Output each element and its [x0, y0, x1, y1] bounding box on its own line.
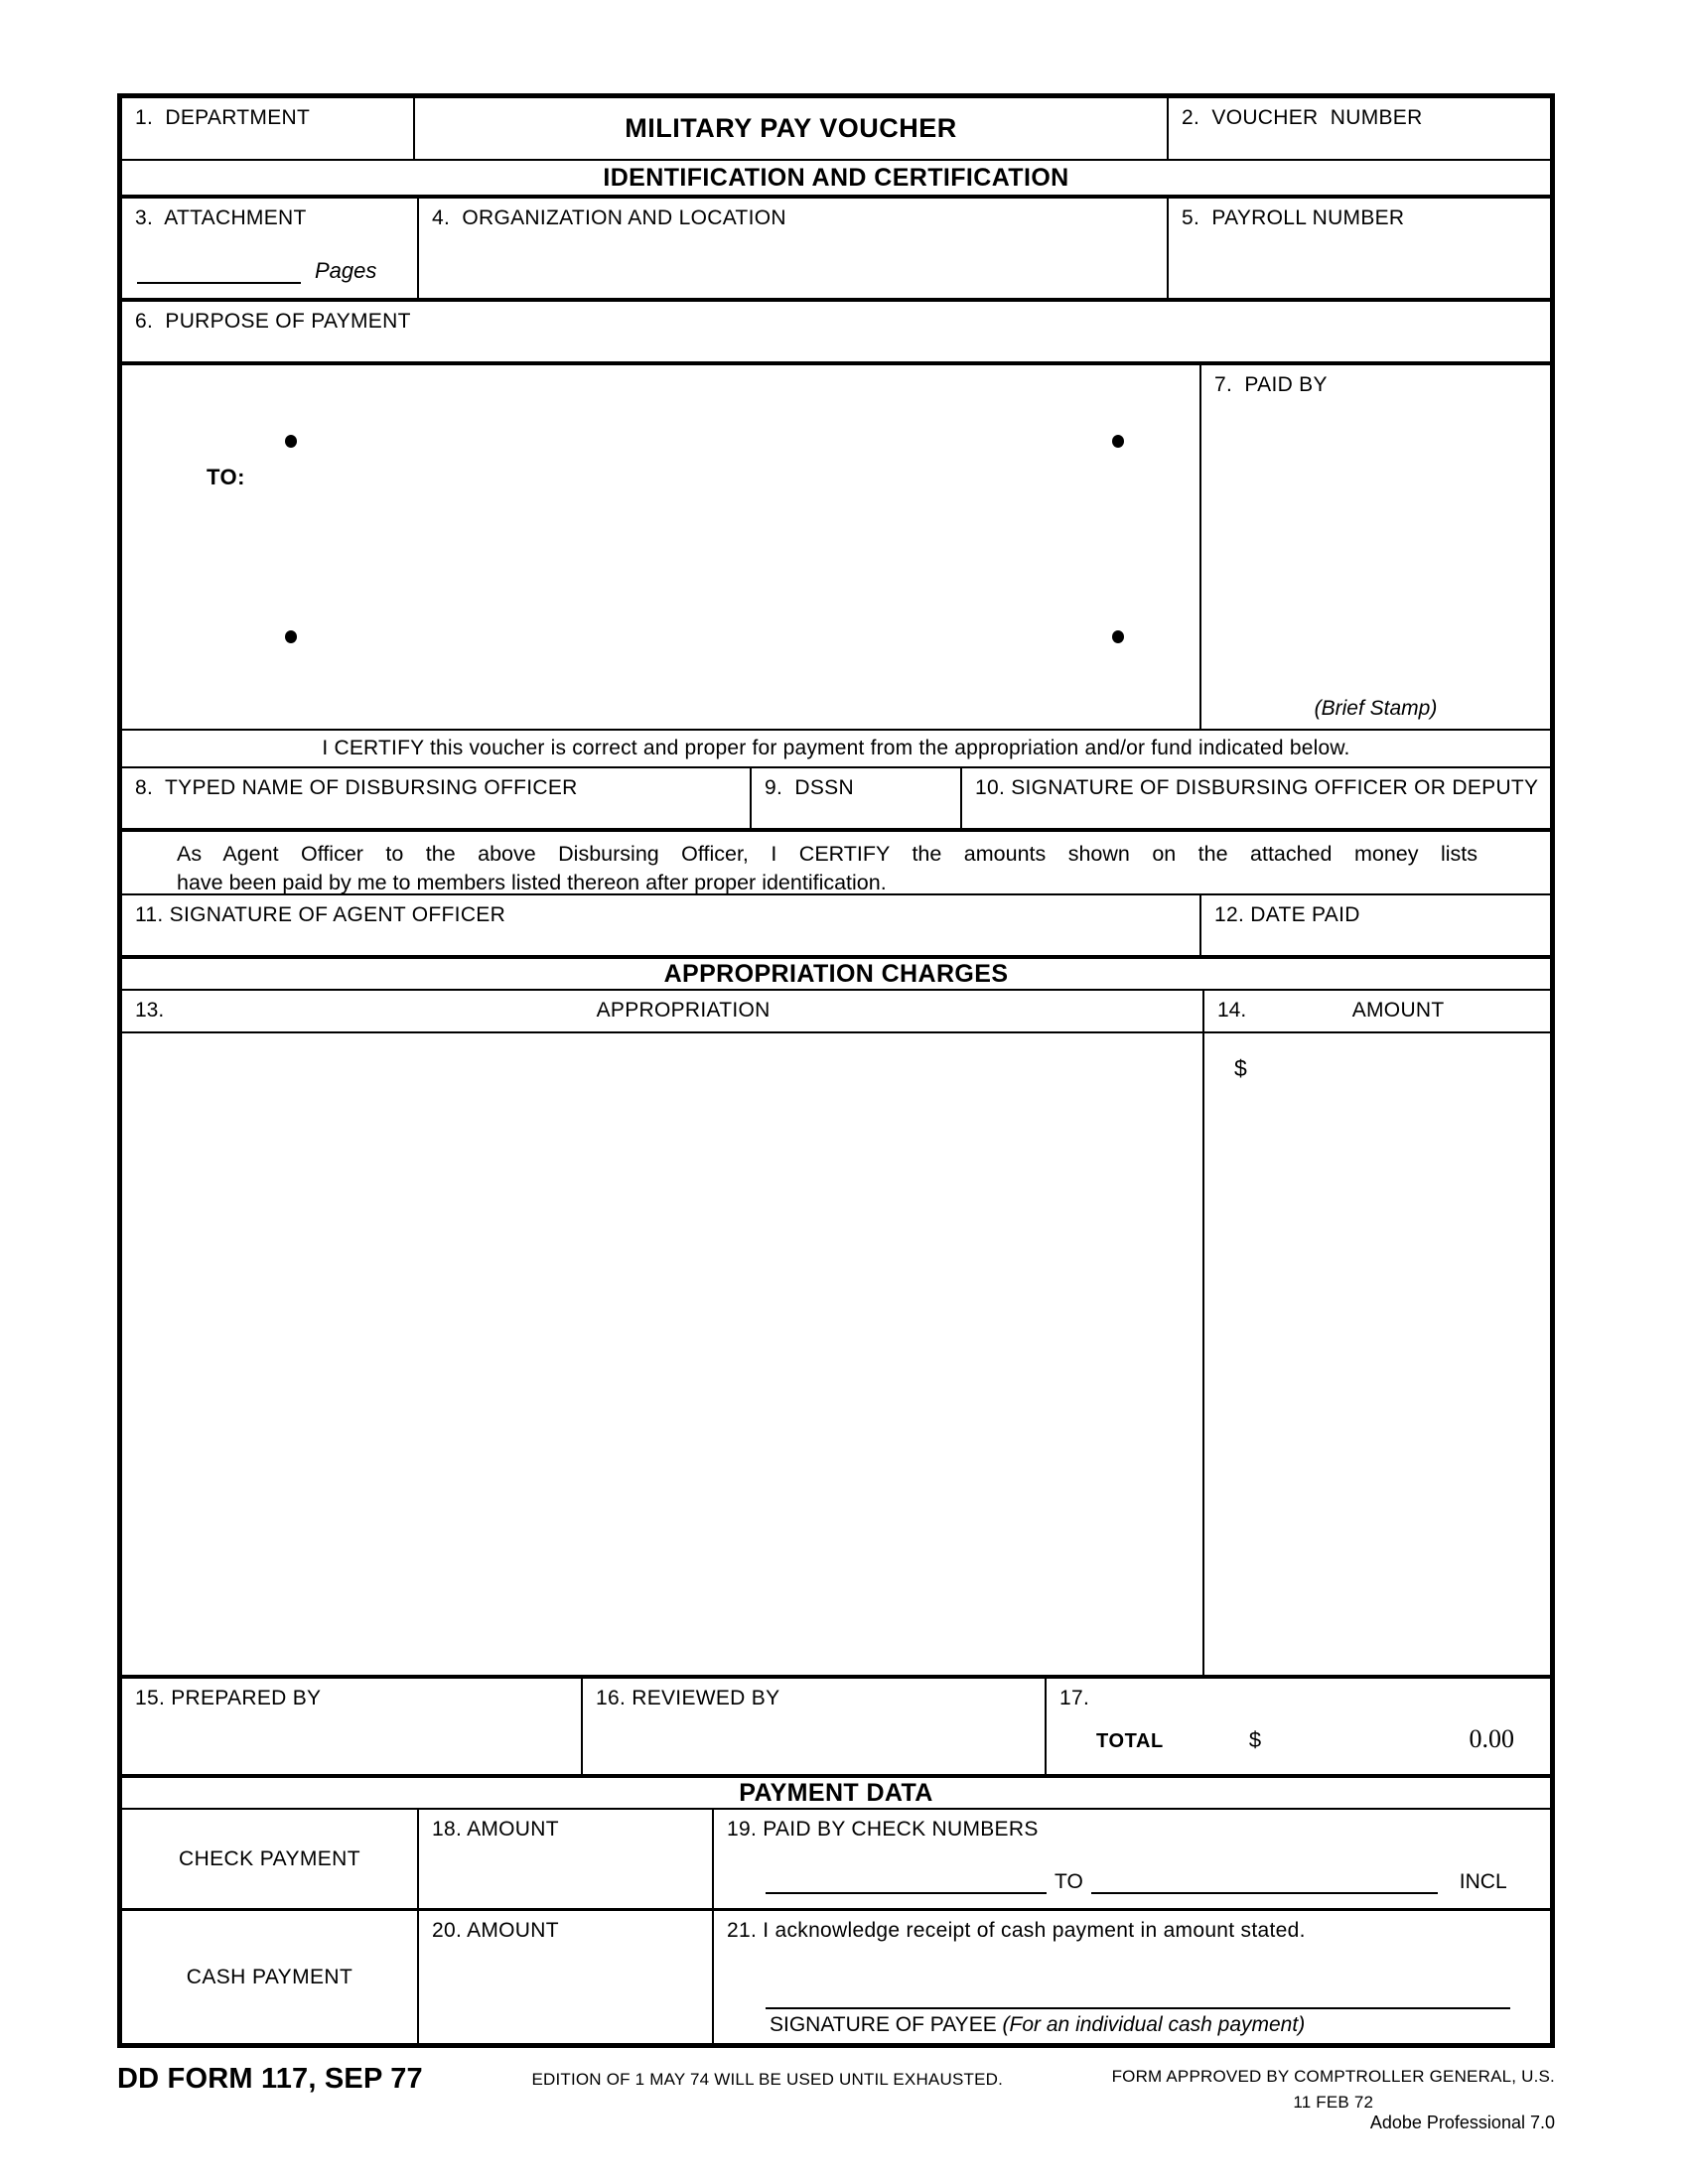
purpose-row: [122, 302, 1550, 365]
attachment-box: [122, 199, 419, 298]
reviewed-by-box: [583, 1679, 1047, 1774]
check-amount-box: [419, 1810, 714, 1908]
prepared-by-field[interactable]: [122, 1679, 581, 1774]
payroll-number-label: 5. PAYROLL NUMBER: [1182, 206, 1405, 229]
prepared-by-box: [122, 1679, 583, 1774]
check-payment-box: [122, 1810, 419, 1908]
appropriation-entry-box: [122, 1033, 1204, 1675]
appropriation-field[interactable]: [122, 1033, 1202, 1675]
form-number: DD FORM 117, SEP 77: [117, 2063, 423, 2095]
department-box: [122, 98, 415, 159]
amount-title: AMOUNT: [1351, 999, 1445, 1022]
organization-label: 4. ORGANIZATION AND LOCATION: [432, 206, 786, 229]
payee-signature-label: SIGNATURE OF PAYEE: [770, 2013, 1003, 2036]
voucher-number-field[interactable]: [1169, 98, 1550, 159]
address-row: [122, 365, 1550, 731]
agent-statement-line1: As Agent Officer to the above Disbursing Officer, I CERTIFY the amounts shown on the attached money lists: [177, 842, 1477, 866]
check-numbers-box: [714, 1810, 1550, 1908]
amount-currency-symbol: $: [1234, 1055, 1247, 1081]
amount-entry-box: [1204, 1033, 1550, 1675]
typed-name-field[interactable]: [122, 768, 750, 828]
payroll-number-field[interactable]: [1169, 199, 1550, 298]
paid-by-stamp-field[interactable]: [1201, 365, 1550, 729]
pages-label: Pages: [315, 258, 377, 283]
agent-signature-box: [122, 895, 1201, 955]
purpose-label: 6. PURPOSE OF PAYMENT: [135, 310, 411, 333]
appropriation-number: 13.: [135, 999, 165, 1022]
dssn-label: 9. DSSN: [765, 776, 854, 799]
total-currency-symbol: $: [1248, 1727, 1262, 1752]
agent-statement-box: [122, 832, 1550, 893]
appropriation-banner-row: [122, 959, 1550, 991]
voucher-number-label: 2. VOUCHER NUMBER: [1182, 106, 1423, 129]
dssn-box: [752, 768, 962, 828]
approval-note: [1112, 2067, 1555, 2113]
form-footer: [117, 2063, 1555, 2113]
disbursing-signature-field[interactable]: [962, 768, 1550, 828]
appropriation-entry-row: [122, 1033, 1550, 1679]
to-label: TO:: [207, 465, 245, 489]
approval-line1: FORM APPROVED BY COMPTROLLER GENERAL, U.S.: [1111, 2067, 1555, 2086]
prepared-by-label: 15. PREPARED BY: [135, 1687, 322, 1709]
department-label: 1. DEPARTMENT: [135, 106, 311, 129]
agent-signature-field[interactable]: [122, 895, 1199, 955]
attachment-pages-field[interactable]: [137, 266, 301, 284]
cash-payment-box: [122, 1911, 419, 2043]
cash-amount-box: [419, 1911, 714, 2043]
check-payment-row: [122, 1810, 1550, 1911]
totals-row: [122, 1679, 1550, 1778]
payroll-number-box: [1169, 199, 1550, 298]
disbursing-officer-row: [122, 768, 1550, 832]
agent-statement-row: [122, 832, 1550, 895]
amount-number: 14.: [1217, 999, 1247, 1022]
brief-stamp-note: (Brief Stamp): [1314, 697, 1438, 720]
attachment-row: [122, 199, 1550, 302]
certify-statement-box: [122, 731, 1550, 766]
payee-address-field[interactable]: [122, 365, 1199, 729]
agent-statement-line2: have been paid by me to members listed thereon after proper identification.: [177, 871, 887, 895]
total-label: TOTAL: [1096, 1730, 1164, 1752]
organization-box: [419, 199, 1169, 298]
payee-address-box: [122, 365, 1201, 729]
cash-amount-field[interactable]: [419, 1911, 712, 2043]
certify-row: [122, 731, 1550, 768]
paid-by-label: 7. PAID BY: [1214, 373, 1328, 396]
total-box: [1047, 1679, 1550, 1774]
agent-signature-label: 11. SIGNATURE OF AGENT OFFICER: [135, 903, 506, 926]
header-row: [122, 98, 1550, 161]
check-number-from-field[interactable]: [766, 1876, 1047, 1894]
identification-banner: IDENTIFICATION AND CERTIFICATION: [603, 163, 1069, 192]
payee-signature-field[interactable]: [766, 2007, 1510, 2009]
date-paid-label: 12. DATE PAID: [1214, 903, 1360, 926]
cash-payment-label: CASH PAYMENT: [186, 1965, 353, 1988]
total-line: [1047, 1724, 1550, 1754]
reviewed-by-field[interactable]: [583, 1679, 1045, 1774]
department-field[interactable]: [122, 98, 413, 159]
check-numbers-label: 19. PAID BY CHECK NUMBERS: [727, 1818, 1039, 1841]
attachment-label: 3. ATTACHMENT: [135, 206, 307, 229]
check-range-to-label: TO: [1055, 1870, 1083, 1893]
paid-by-box: [1201, 365, 1550, 729]
edition-note: EDITION OF 1 MAY 74 WILL BE USED UNTIL EXHAUSTED.: [531, 2070, 1004, 2089]
identification-banner-row: [122, 161, 1550, 199]
organization-field[interactable]: [419, 199, 1167, 298]
cash-payment-row: [122, 1911, 1550, 2043]
agent-signature-row: [122, 895, 1550, 959]
check-payment-label: CHECK PAYMENT: [179, 1846, 360, 1870]
date-paid-field[interactable]: [1201, 895, 1550, 955]
payee-signature-caption: [766, 2013, 1510, 2037]
voucher-number-box: [1169, 98, 1550, 159]
cash-receipt-label: 21. I acknowledge receipt of cash payment in amount stated.: [727, 1919, 1306, 1942]
check-amount-field[interactable]: [419, 1810, 712, 1908]
check-range-incl-label: INCL: [1459, 1870, 1507, 1893]
appropriation-banner: APPROPRIATION CHARGES: [663, 959, 1009, 988]
payment-banner: PAYMENT DATA: [739, 1778, 933, 1807]
amount-header-box: [1204, 991, 1550, 1031]
typed-name-box: [122, 768, 752, 828]
total-box-number: 17.: [1059, 1687, 1090, 1709]
date-paid-box: [1201, 895, 1550, 955]
appropriation-header-row: [122, 991, 1550, 1033]
certify-statement: I CERTIFY this voucher is correct and proper for payment from the appropriation and/or fund indicated below.: [322, 737, 1350, 759]
total-amount-field[interactable]: 0.00: [1469, 1724, 1514, 1753]
voucher-form: [117, 93, 1555, 2048]
approval-line2: 11 FEB 72: [1293, 2093, 1374, 2112]
reviewed-by-label: 16. REVIEWED BY: [596, 1687, 780, 1709]
appropriation-header-box: [122, 991, 1204, 1031]
payment-banner-row: [122, 1778, 1550, 1810]
disbursing-signature-box: [962, 768, 1550, 828]
dssn-field[interactable]: [752, 768, 960, 828]
cash-amount-label: 20. AMOUNT: [432, 1919, 559, 1942]
form-title: MILITARY PAY VOUCHER: [625, 113, 957, 143]
payee-signature-area: [766, 2007, 1510, 2037]
amount-field[interactable]: [1204, 1033, 1550, 1675]
generator-note: Adobe Professional 7.0: [1369, 2113, 1555, 2132]
cash-receipt-box: [714, 1911, 1550, 2043]
check-number-to-field[interactable]: [1091, 1876, 1438, 1894]
check-number-range: [766, 1870, 1510, 1894]
purpose-field[interactable]: [122, 302, 1550, 361]
appropriation-title: APPROPRIATION: [596, 999, 771, 1022]
payee-signature-note: (For an individual cash payment): [1002, 2013, 1306, 2036]
disbursing-signature-label: 10. SIGNATURE OF DISBURSING OFFICER OR DEPUTY: [975, 776, 1539, 799]
purpose-box: [122, 302, 1550, 361]
title-box: [415, 98, 1169, 159]
pages-line: [137, 258, 376, 284]
check-amount-label: 18. AMOUNT: [432, 1818, 559, 1841]
typed-name-label: 8. TYPED NAME OF DISBURSING OFFICER: [135, 776, 578, 799]
